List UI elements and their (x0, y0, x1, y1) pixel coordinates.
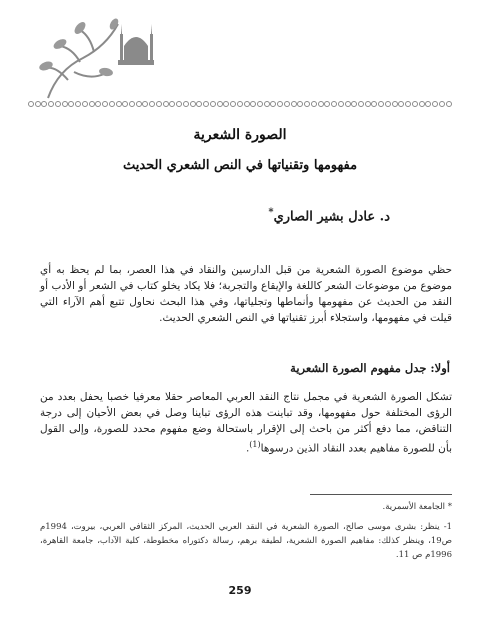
section-heading: أولا: جدل مفهوم الصورة الشعرية (290, 361, 450, 375)
author-name (180, 207, 390, 224)
author-name-text: د. عادل بشير الصاري (273, 209, 390, 225)
intro-paragraph: حظي موضوع الصورة الشعرية من قبل الدارسين والنقاد في هذا العصر، بما لم يحظ به أي موضوع من موضوعات الشعر كاللغة والإيقاع والتجربة؛ فلا يكاد يخلو كتاب في الشعر أو الأدب أو النقد من الحديث عن مفهومها وأنماطها وتجلياتها، وفي هذا البحث نحاول تتبع أهم الآراء التي قيلت في مفهومها، واستجلاء أبرز تقنياتها في النص الشعري الحديث. (40, 264, 452, 324)
ornamental-divider (28, 100, 452, 108)
page-number: 259 (228, 584, 252, 597)
floral-mosque-ornament-icon (28, 10, 168, 100)
article-title: الصورة الشعرية (193, 127, 287, 143)
author-footnote-mark: * (268, 207, 274, 218)
footnote-reference: (1) (249, 440, 261, 449)
footnote-1: 1- ينظر: بشرى موسى صالح، الصورة الشعرية في النقد العربي الحديث، المركز الثقافي العربي، بيروت، 1994م ص19، وينظر كذلك: مفاهيم الصورة الشعرية، لطيفة برهم، رسالة دكتوراه مخطوطة، كلية الآداب، جامعة القاهرة، 1996م ص 11. (40, 522, 452, 560)
footnote-affiliation: * الجامعة الأسمرية. (382, 502, 452, 512)
section-paragraph-text: تشكل الصورة الشعرية في مجمل نتاج النقد العربي المعاصر حقلا معرفيا خصبا يحفل بعدد من الرؤى المختلفة حول مفهومها، وقد تباينت هذه الرؤى تباينا وصل في بعض الأحيان إلى درجة التناقض، مما دفع أكثر من باحث إلى الإقرار باستحالة وضع مفهوم محدد للصورة، وإلى القول بأن للصورة مفاهيم بعدد النقاد الذين درسوها (40, 391, 452, 455)
section-paragraph-end: . (245, 442, 250, 455)
article-subtitle: مفهومها وتقنياتها في النص الشعري الحديث (122, 158, 358, 173)
footnote-separator (310, 494, 452, 495)
section-paragraph (40, 389, 452, 457)
